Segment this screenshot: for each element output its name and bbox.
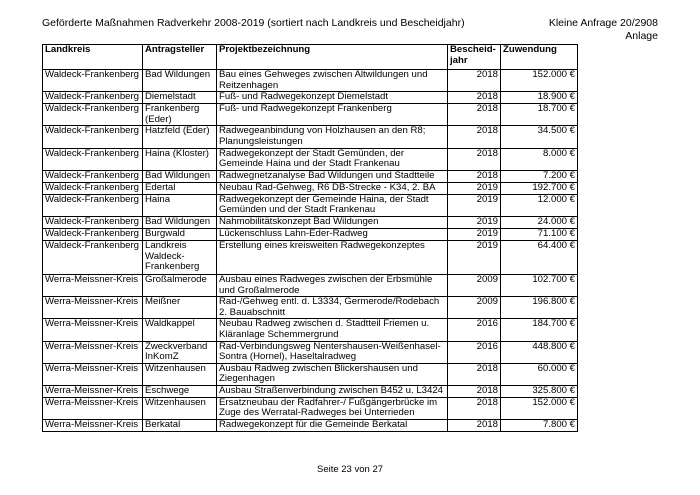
cell-zuwendung: 34.500 €: [501, 126, 578, 148]
cell-projekt: Ersatzneubau der Radfahrer-/ Fußgängerbrücke im Zuge des Werratal-Radweges bei Unterrieden: [217, 397, 448, 419]
table-row: [43, 228, 578, 240]
cell-landkreis: Waldeck-Frankenberg: [43, 182, 143, 194]
cell-projekt: Rad-Verbindungsweg Nentershausen-Weißenhasel-Sontra (Hornel), Haseltalradweg: [217, 341, 448, 363]
table-row: [43, 363, 578, 385]
table-row: [43, 170, 578, 182]
cell-antragsteller: Bad Wildungen: [143, 216, 217, 228]
cell-antragsteller: Meißner: [143, 297, 217, 319]
cell-projekt: Ausbau Radweg zwischen Blickershausen und Ziegenhagen: [217, 363, 448, 385]
cell-landkreis: Waldeck-Frankenberg: [43, 216, 143, 228]
cell-projekt: Radwegekonzept der Stadt Gemünden, der Gemeinde Haina und der Stadt Frankenau: [217, 148, 448, 170]
table-row: [43, 126, 578, 148]
cell-landkreis: Werra-Meissner-Kreis: [43, 385, 143, 397]
cell-zuwendung: 8.000 €: [501, 148, 578, 170]
cell-jahr: 2016: [448, 341, 501, 363]
table-row: [43, 420, 578, 432]
cell-projekt: Fuß- und Radwegekonzept Diemelstadt: [217, 92, 448, 104]
cell-projekt: Erstellung eines kreisweiten Radwegekonzeptes: [217, 240, 448, 274]
table-row: [43, 297, 578, 319]
cell-jahr: 2009: [448, 297, 501, 319]
cell-jahr: 2016: [448, 319, 501, 341]
cell-zuwendung: 7.200 €: [501, 170, 578, 182]
cell-projekt: Radwegeanbindung von Holzhausen an den R8; Planungsleistungen: [217, 126, 448, 148]
table-row: [43, 341, 578, 363]
cell-jahr: 2018: [448, 385, 501, 397]
cell-projekt: Rad-/Gehweg entl. d. L3334, Germerode/Rodebach 2. Bauabschnitt: [217, 297, 448, 319]
cell-projekt: Neubau Rad-Gehweg, R6 DB-Strecke - K34, 2. BA: [217, 182, 448, 194]
cell-antragsteller: Eschwege: [143, 385, 217, 397]
cell-zuwendung: 102.700 €: [501, 274, 578, 296]
cell-landkreis: Werra-Meissner-Kreis: [43, 341, 143, 363]
table-header-row: [43, 45, 578, 70]
inquiry-reference: Kleine Anfrage 20/2908: [548, 17, 658, 29]
cell-landkreis: Werra-Meissner-Kreis: [43, 274, 143, 296]
cell-jahr: 2018: [448, 363, 501, 385]
cell-zuwendung: 152.000 €: [501, 397, 578, 419]
cell-projekt: Nahmobilitätskonzept Bad Wildungen: [217, 216, 448, 228]
cell-landkreis: Werra-Meissner-Kreis: [43, 319, 143, 341]
cell-jahr: 2018: [448, 148, 501, 170]
cell-zuwendung: 192.700 €: [501, 182, 578, 194]
cell-antragsteller: Witzenhausen: [143, 363, 217, 385]
cell-landkreis: Werra-Meissner-Kreis: [43, 297, 143, 319]
cell-antragsteller: Großalmerode: [143, 274, 217, 296]
cell-jahr: 2019: [448, 182, 501, 194]
cell-zuwendung: 448.800 €: [501, 341, 578, 363]
cell-jahr: 2019: [448, 228, 501, 240]
cell-zuwendung: 71.100 €: [501, 228, 578, 240]
cell-projekt: Radwegekonzept der Gemeinde Haina, der Stadt Gemünden und der Stadt Frankenau: [217, 194, 448, 216]
cell-jahr: 2018: [448, 126, 501, 148]
cell-antragsteller: Haina: [143, 194, 217, 216]
cell-antragsteller: Bad Wildungen: [143, 70, 217, 92]
cell-landkreis: Waldeck-Frankenberg: [43, 70, 143, 92]
cell-projekt: Lückenschluss Lahn-Eder-Radweg: [217, 228, 448, 240]
cell-projekt: Neubau Radweg zwischen d. Stadtteil Friemen u. Kläranlage Schemmergrund: [217, 319, 448, 341]
cell-antragsteller: Edertal: [143, 182, 217, 194]
table-row: [43, 182, 578, 194]
cell-jahr: 2018: [448, 397, 501, 419]
cell-zuwendung: 152.000 €: [501, 70, 578, 92]
cell-zuwendung: 64.400 €: [501, 240, 578, 274]
table-row: [43, 148, 578, 170]
cell-antragsteller: Burgwald: [143, 228, 217, 240]
header-zuwendung: Zuwendung: [501, 45, 578, 70]
cell-jahr: 2018: [448, 92, 501, 104]
cell-landkreis: Waldeck-Frankenberg: [43, 148, 143, 170]
document-title: Geförderte Maßnahmen Radverkehr 2008-2019 (sortiert nach Landkreis und Bescheidjahr): [42, 17, 465, 29]
cell-jahr: 2019: [448, 240, 501, 274]
cell-zuwendung: 325.800 €: [501, 385, 578, 397]
table-row: [43, 92, 578, 104]
cell-landkreis: Waldeck-Frankenberg: [43, 92, 143, 104]
cell-zuwendung: 60.000 €: [501, 363, 578, 385]
header-bescheidjahr: Bescheid-jahr: [448, 45, 501, 70]
attachment-label: Anlage: [625, 29, 658, 42]
table-row: [43, 274, 578, 296]
cell-antragsteller: Waldkappel: [143, 319, 217, 341]
header-antragsteller: Antragsteller: [143, 45, 217, 70]
cell-antragsteller: Haina (Kloster): [143, 148, 217, 170]
page-number: Seite 23 von 27: [316, 464, 384, 475]
table-row: [43, 194, 578, 216]
cell-projekt: Bau eines Gehweges zwischen Altwildungen und Reitzenhagen: [217, 70, 448, 92]
cell-antragsteller: Zweckverband InKomZ: [143, 341, 217, 363]
cell-landkreis: Waldeck-Frankenberg: [43, 104, 143, 126]
cell-projekt: Ausbau Straßenverbindung zwischen B452 u. L3424: [217, 385, 448, 397]
cell-jahr: 2019: [448, 216, 501, 228]
cell-jahr: 2018: [448, 104, 501, 126]
header-landkreis: Landkreis: [43, 45, 143, 70]
cell-jahr: 2018: [448, 70, 501, 92]
cell-landkreis: Waldeck-Frankenberg: [43, 240, 143, 274]
cell-antragsteller: Frankenberg (Eder): [143, 104, 217, 126]
cell-zuwendung: 12.000 €: [501, 194, 578, 216]
cell-projekt: Radwegnetzanalyse Bad Wildungen und Stadtteile: [217, 170, 448, 182]
cell-antragsteller: Witzenhausen: [143, 397, 217, 419]
reference-block: [549, 17, 658, 42]
table-row: [43, 319, 578, 341]
cell-landkreis: Werra-Meissner-Kreis: [43, 397, 143, 419]
cell-antragsteller: Bad Wildungen: [143, 170, 217, 182]
cell-zuwendung: 196.800 €: [501, 297, 578, 319]
cell-landkreis: Waldeck-Frankenberg: [43, 228, 143, 240]
cell-landkreis: Waldeck-Frankenberg: [43, 194, 143, 216]
table-row: [43, 385, 578, 397]
table-row: [43, 104, 578, 126]
cell-zuwendung: 18.900 €: [501, 92, 578, 104]
cell-jahr: 2018: [448, 170, 501, 182]
funding-table: [42, 44, 578, 432]
cell-projekt: Radwegekonzept für die Gemeinde Berkatal: [217, 420, 448, 432]
cell-landkreis: Waldeck-Frankenberg: [43, 126, 143, 148]
cell-antragsteller: Diemelstadt: [143, 92, 217, 104]
cell-projekt: Ausbau eines Radweges zwischen der Erbsmühle und Großalmerode: [217, 274, 448, 296]
table-row: [43, 216, 578, 228]
cell-antragsteller: Hatzfeld (Eder): [143, 126, 217, 148]
cell-zuwendung: 18.700 €: [501, 104, 578, 126]
cell-zuwendung: 24.000 €: [501, 216, 578, 228]
cell-antragsteller: Landkreis Waldeck-Frankenberg: [143, 240, 217, 274]
header-projektbezeichnung: Projektbezeichnung: [217, 45, 448, 70]
cell-antragsteller: Berkatal: [143, 420, 217, 432]
cell-jahr: 2019: [448, 194, 501, 216]
cell-zuwendung: 7.800 €: [501, 420, 578, 432]
cell-landkreis: Werra-Meissner-Kreis: [43, 420, 143, 432]
table-row: [43, 70, 578, 92]
cell-jahr: 2009: [448, 274, 501, 296]
cell-jahr: 2018: [448, 420, 501, 432]
cell-projekt: Fuß- und Radwegekonzept Frankenberg: [217, 104, 448, 126]
cell-zuwendung: 184.700 €: [501, 319, 578, 341]
table-row: [43, 397, 578, 419]
table-row: [43, 240, 578, 274]
cell-landkreis: Waldeck-Frankenberg: [43, 170, 143, 182]
cell-landkreis: Werra-Meissner-Kreis: [43, 363, 143, 385]
